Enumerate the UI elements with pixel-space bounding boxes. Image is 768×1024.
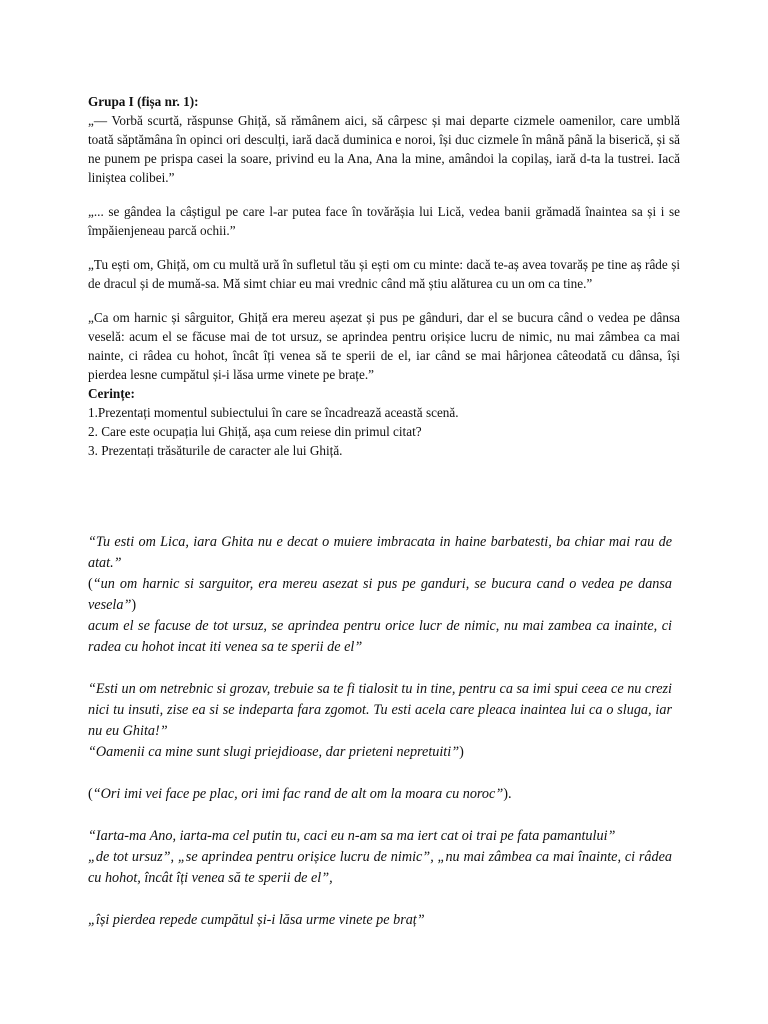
note-8: „de tot ursuz”, „se aprindea pentru orișice lucru de nimic”, „nu mai zâmbea ca mai înainte, ci râdea cu hohot, încât îți venea să te sperii de el”,: [88, 849, 672, 886]
note-2-open: (: [88, 576, 93, 592]
note-6-open: (: [88, 786, 93, 802]
note-2: [88, 574, 672, 616]
quote-2: „... se gândea la câștigul pe care l-ar putea face în tovărășia lui Lică, vedea banii grămadă înaintea sa și i se împăienjeneau parcă ochii.”: [88, 204, 680, 238]
quote-4: „Ca om harnic și sârguitor, Ghiță era mereu așezat și pus pe gânduri, dar el se bucura când o vedea pe dânsa veselă: acum el se făcuse mai de tot ursuz, se aprindea pentru orișice lucru de nimic, nu mai zâmbea ca mai nainte, ci râdea cu hohot, încât îți venea să te sperii de el, iar când se mai hârjonea câteodată cu dânsa, își pierdea lesne cumpătul și-i lăsa urme vinete pe brațe.”: [88, 310, 680, 382]
note-4: “Esti un om netrebnic si grozav, trebuie sa te fi tialosit tu in tine, pentru ca sa imi spui ceea ce nu crezi nici tu insuti, zise ea si se indeparta fara zgomot. Tu esti acela care pleaca inaintea lui ca o sluga, iar nu eu Ghita!”: [88, 681, 672, 739]
requirement-1: 1.Prezentați momentul subiectului în care se încadrează această scenă.: [88, 405, 459, 420]
note-6-text: “Ori imi vei face pe plac, ori imi fac rand de alt om la moara cu noroc”: [92, 786, 504, 802]
note-5-text: “Oamenii ca mine sunt slugi priejdioase, dar prieteni nepretuiti”: [88, 744, 460, 760]
worksheet-heading: Grupa I (fișa nr. 1):: [88, 94, 199, 109]
note-9: „își pierdea repede cumpătul și-i lăsa urme vinete pe braț”: [88, 912, 425, 928]
requirement-2: 2. Care este ocupația lui Ghiță, așa cum reiese din primul citat?: [88, 424, 422, 439]
note-5-close: ): [459, 744, 464, 760]
quote-1: „— Vorbă scurtă, răspunse Ghiță, să rămânem aici, să cârpesc și mai departe cizmele oamenilor, care umblă toată săptămâna în opinci ori desculți, iară dacă duminica e noroi, își duc cizmele în mână până la biserică, și să ne punem pe prispa casei la soare, privind eu la Ana, Ana la mine, amândoi la copilaș, iară d-ta la tustrei. Iacă liniștea colibei.”: [88, 113, 680, 185]
note-2-text: “un om harnic si sarguitor, era mereu asezat si pus pe ganduri, se bucura cand o vedea pe dansa vesela”: [88, 576, 672, 613]
requirements-heading: Cerințe:: [88, 386, 135, 401]
note-1: “Tu esti om Lica, iara Ghita nu e decat o muiere imbracata in haine barbatesti, ba chiar mai rau de atat.”: [88, 534, 672, 571]
requirement-3: 3. Prezentați trăsăturile de caracter ale lui Ghiță.: [88, 443, 343, 458]
note-6: [88, 784, 672, 805]
note-7: “Iarta-ma Ano, iarta-ma cel putin tu, caci eu n-am sa ma iert cat oi trai pe fata pamantului”: [88, 828, 616, 844]
notes-section: [88, 532, 672, 931]
note-2-close: ): [131, 597, 137, 613]
note-5: [88, 742, 672, 763]
note-6-close: ).: [503, 786, 512, 802]
quote-3: „Tu ești om, Ghiță, om cu multă ură în sufletul tău și ești om cu minte: dacă te-aș avea tovarăș pe tine aș râde și de dracul și de mumă-sa. Mă simt chiar eu mai vrednic când mă știu alăturea cu un om ca tine.”: [88, 257, 680, 291]
worksheet-section: [88, 92, 680, 460]
note-3: acum el se facuse de tot ursuz, se aprindea pentru orice lucr de nimic, nu mai zambea ca inainte, ci radea cu hohot incat iti venea sa te sperii de el”: [88, 618, 672, 655]
